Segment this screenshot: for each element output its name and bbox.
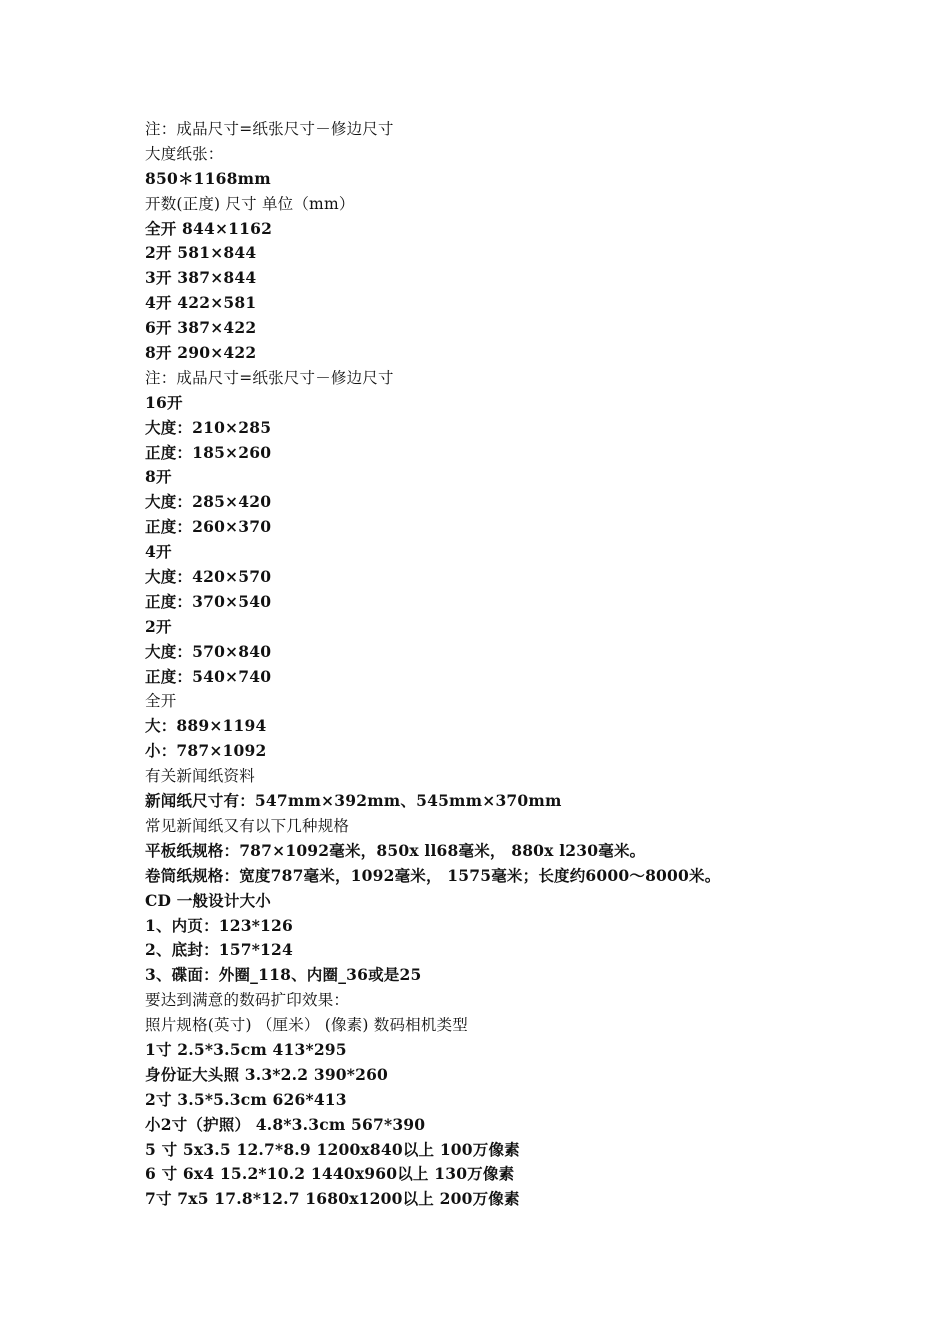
cd-item: 1、内页：123*126 xyxy=(145,915,294,935)
size-row: 4开 422×581 xyxy=(145,293,257,313)
photo-row: 7寸 7x5 17.8*12.7 1680x1200以上 200万像素 xyxy=(145,1189,520,1209)
size-row: 6开 387×422 xyxy=(145,318,257,338)
format-heading: 8开 xyxy=(145,467,172,487)
size-row: 正度：185×260 xyxy=(145,442,272,462)
size-row: 大：889×1194 xyxy=(145,716,267,736)
cd-heading: CD 一般设计大小 xyxy=(145,890,271,910)
size-row: 大度：285×420 xyxy=(145,492,272,512)
size-row: 2开 581×844 xyxy=(145,243,257,263)
photo-row: 身份证大头照 3.3*2.2 390*260 xyxy=(145,1064,389,1084)
photo-row: 小2寸（护照） 4.8*3.3cm 567*390 xyxy=(145,1114,426,1134)
size-row: 全开 844×1162 xyxy=(145,218,273,238)
photo-row: 2寸 3.5*5.3cm 626*413 xyxy=(145,1089,347,1109)
format-heading: 全开 xyxy=(145,692,177,711)
photo-row: 1寸 2.5*3.5cm 413*295 xyxy=(145,1039,347,1059)
newsprint-heading: 有关新闻纸资料 xyxy=(145,767,255,786)
table-header: 开数(正度) 尺寸 单位（mm） xyxy=(145,194,355,213)
sheet-paper-spec: 平板纸规格：787×1092毫米，850x ll68毫米， 880x l230毫米。 xyxy=(145,840,646,860)
size-row: 大度：420×570 xyxy=(145,567,272,587)
format-heading: 16开 xyxy=(145,392,183,412)
cd-item: 3、碟面：外圈_118、内圈_36或是25 xyxy=(145,965,422,985)
large-paper-heading: 大度纸张： xyxy=(145,144,224,163)
cd-item: 2、底封：157*124 xyxy=(145,940,294,960)
size-row: 正度：540×740 xyxy=(145,666,272,686)
roll-paper-spec: 卷筒纸规格：宽度787毫米，1092毫米， 1575毫米；长度约6000～8000米。 xyxy=(145,865,721,885)
newsprint-subheading: 常见新闻纸又有以下几种规格 xyxy=(145,816,350,835)
document-page xyxy=(145,117,905,1212)
size-row: 大度：570×840 xyxy=(145,641,272,661)
size-row: 大度：210×285 xyxy=(145,417,272,437)
size-row: 3开 387×844 xyxy=(145,268,257,288)
note-line: 注：成品尺寸=纸张尺寸－修边尺寸 xyxy=(145,120,394,138)
size-row: 正度：260×370 xyxy=(145,517,272,537)
photo-table-header: 照片规格(英寸) （厘米） (像素) 数码相机类型 xyxy=(145,1016,468,1035)
note-line: 注：成品尺寸=纸张尺寸－修边尺寸 xyxy=(145,368,394,387)
photo-row: 5 寸 5x3.5 12.7*8.9 1200x840以上 100万像素 xyxy=(145,1139,520,1159)
format-heading: 4开 xyxy=(145,542,172,562)
format-heading: 2开 xyxy=(145,616,172,636)
size-row: 8开 290×422 xyxy=(145,343,257,363)
photo-heading: 要达到满意的数码扩印效果： xyxy=(145,991,350,1010)
newsprint-sizes: 新闻纸尺寸有：547mm×392mm、545mm×370mm xyxy=(145,791,562,811)
photo-row: 6 寸 6x4 15.2*10.2 1440x960以上 130万像素 xyxy=(145,1164,515,1184)
large-paper-size: 850＊1168mm xyxy=(145,168,271,188)
size-row: 小：787×1092 xyxy=(145,741,267,761)
size-row: 正度：370×540 xyxy=(145,591,272,611)
